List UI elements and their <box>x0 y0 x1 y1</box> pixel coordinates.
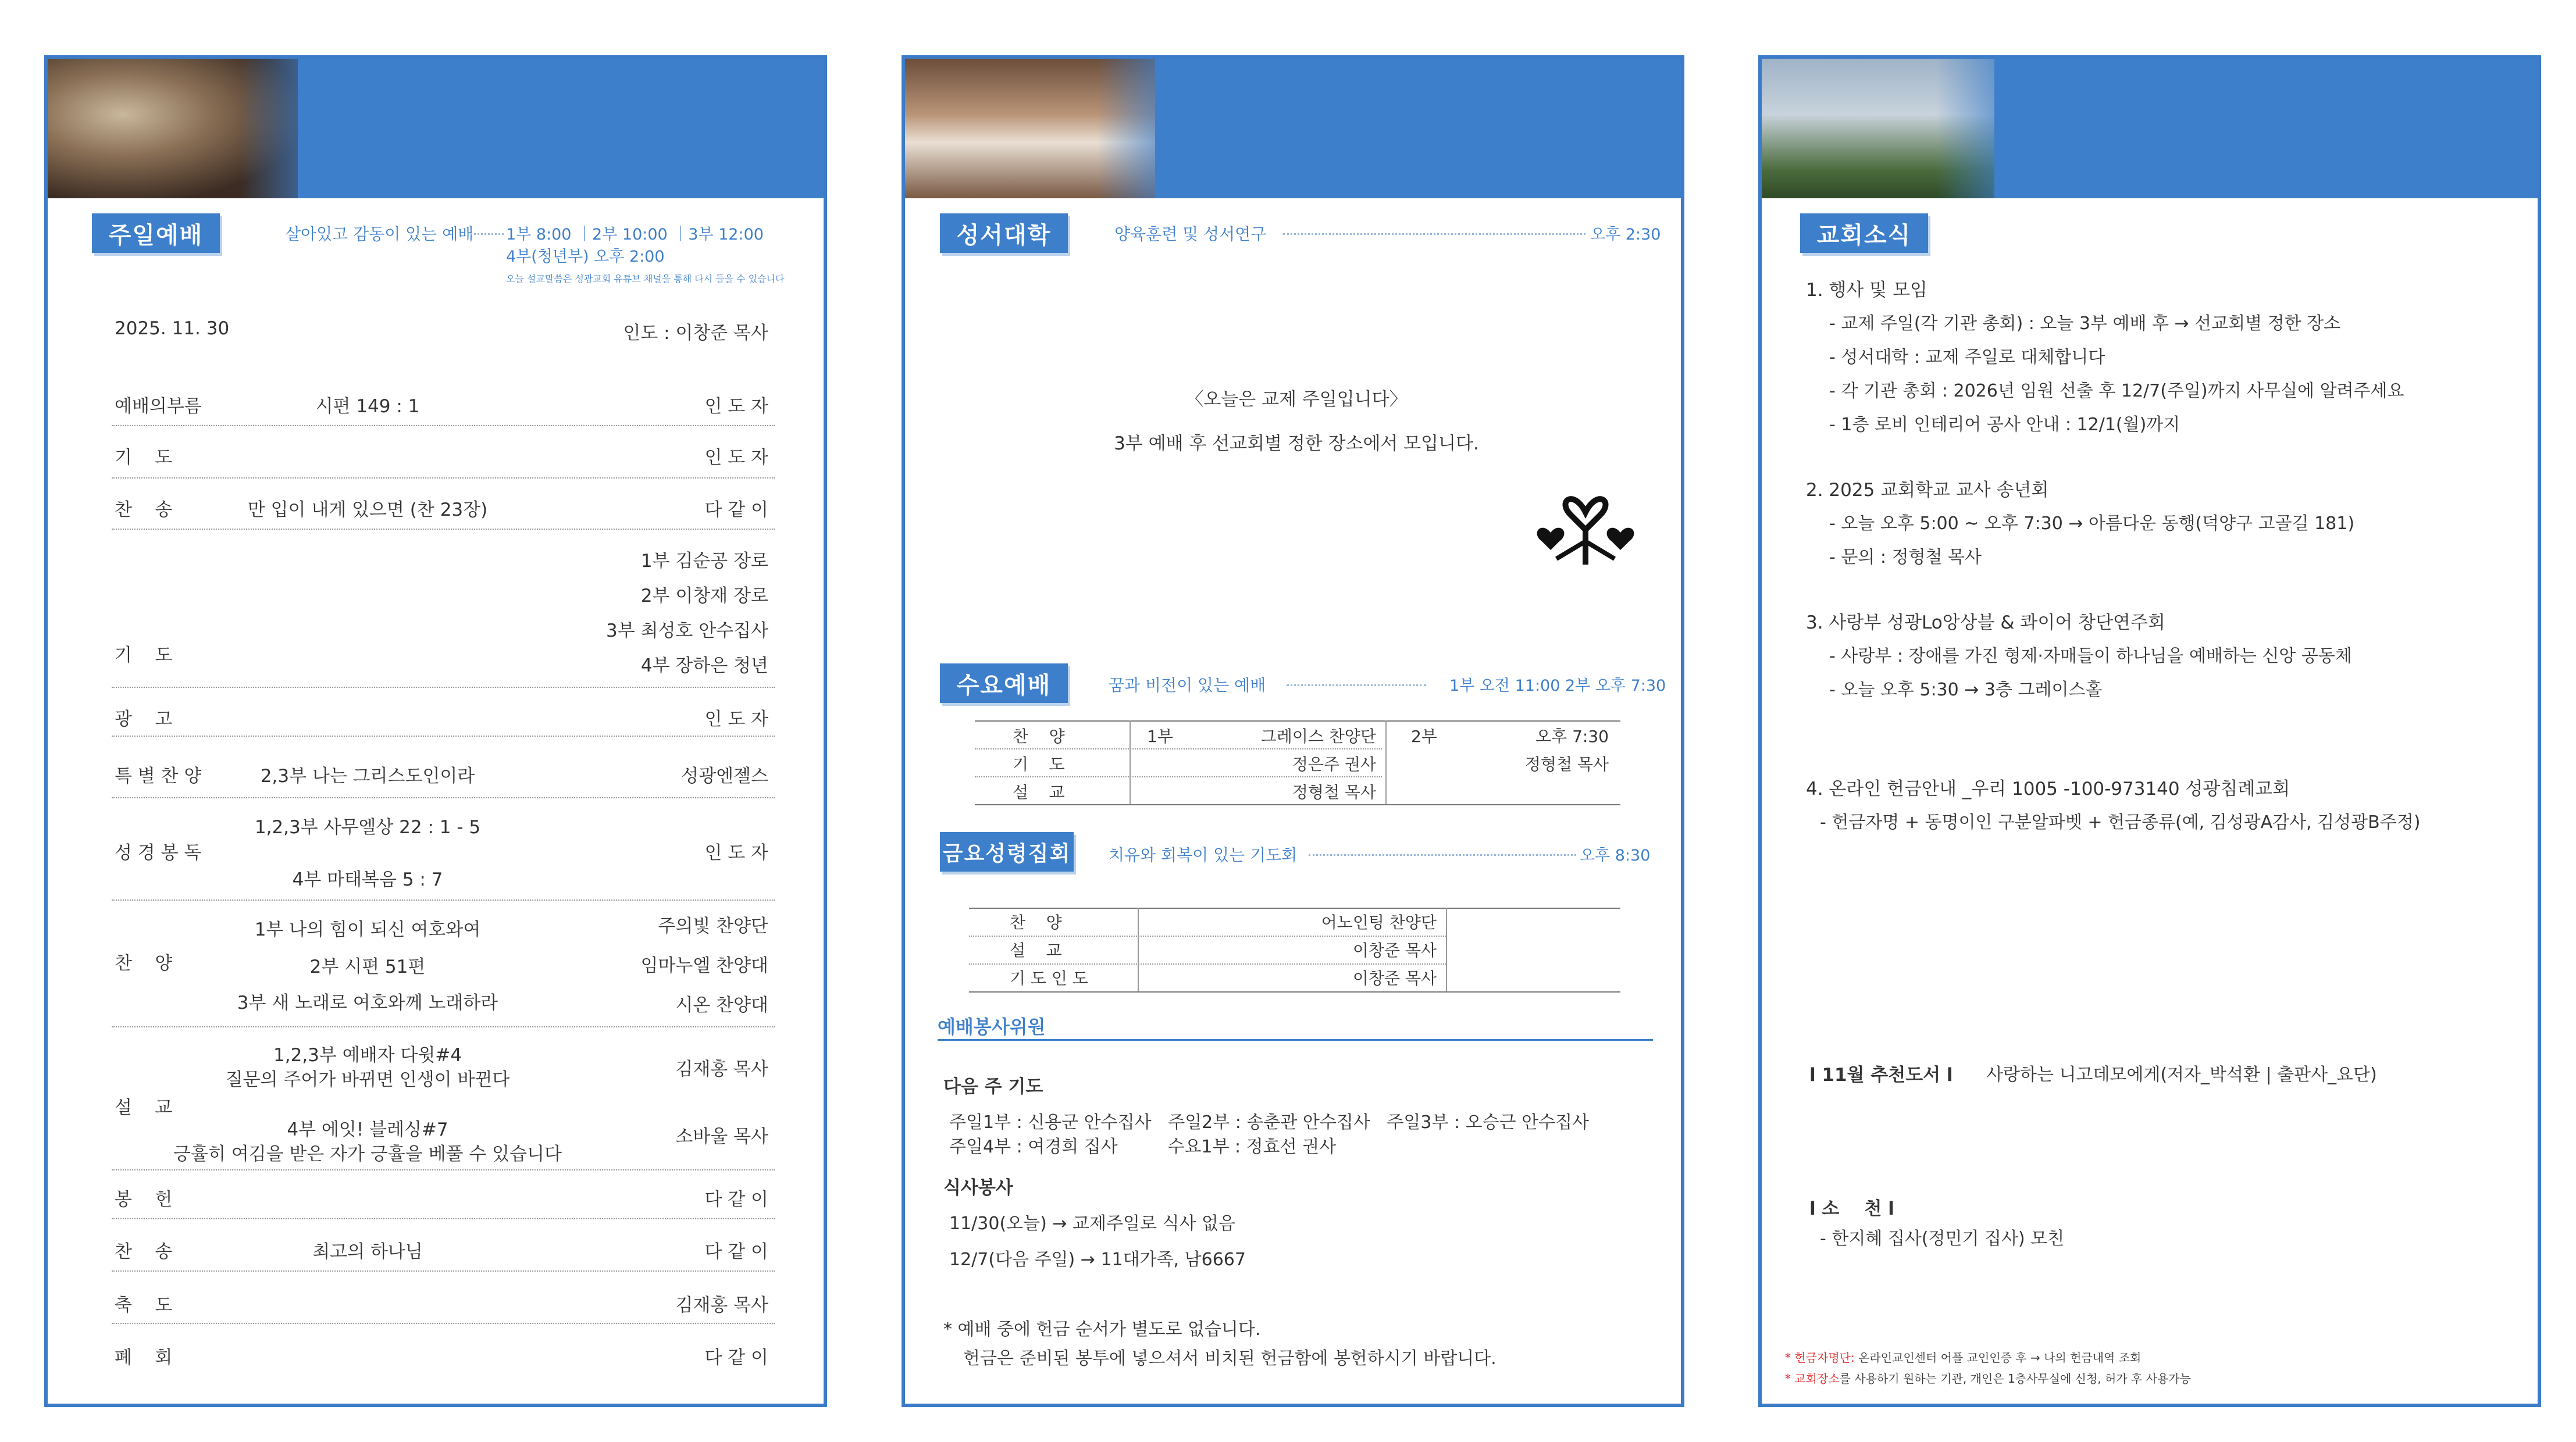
offering-note-2: 헌금은 준비된 봉투에 넣으셔서 비치된 헌금함에 봉헌하시기 바랍니다. <box>963 1348 1497 1369</box>
news-1-line: - 각 기관 총회 : 2026년 임원 선출 후 12/7(주일)까지 사무실에 알려주세요 <box>1829 381 2404 401</box>
footnote-offering: * 헌금자명단: 온라인교인센터 어플 교인인증 후 → 나의 헌금내역 조회 <box>1785 1351 2142 1365</box>
row-label: 광 고 <box>115 709 173 730</box>
row-right: 성광엔젤스 <box>681 766 768 787</box>
notice-text: 3부 예배 후 선교회별 정한 장소에서 모입니다. <box>1114 433 1479 454</box>
committee-title: 예배봉사위원 <box>938 1016 1046 1038</box>
wed-part2: 2부 <box>1411 727 1437 746</box>
prayer-1: 1부 김순공 장로 <box>640 551 768 572</box>
sermon-1-subtitle: 질문의 주어가 바뀌면 인생이 바뀐다 <box>225 1069 510 1090</box>
panel-sunday-worship <box>44 55 827 1407</box>
news-1-line: - 성서대학 : 교제 주일로 대체합니다 <box>1829 347 2105 367</box>
row-label: 예배의부름 <box>115 396 202 417</box>
meal-line2: 12/7(다음 주일) → 11대가족, 남6667 <box>949 1250 1246 1270</box>
section-title: 교회소식 <box>1800 213 1928 253</box>
wed-value: 정은주 권사 <box>1292 755 1376 774</box>
row-label: 찬 송 <box>115 499 173 520</box>
section-title: 성서대학 <box>940 213 1068 253</box>
fri-value: 이창준 목사 <box>1352 969 1437 988</box>
news-1-line: - 교제 주일(각 기관 총회) : 오늘 3부 예배 후 → 선교회별 정한 장소 <box>1829 313 2341 334</box>
praise-3: 3부 새 노래로 여호와께 노래하라 <box>237 993 498 1013</box>
wed-title: 수요예배 <box>940 663 1068 703</box>
section-subtitle: 양육훈련 및 성서연구 <box>1114 224 1267 244</box>
row-center: 1,2,3부 사무엘상 22 : 1 - 5 <box>254 817 481 838</box>
sermon-1-preacher: 김재홍 목사 <box>675 1059 768 1080</box>
row-center: 시편 149 : 1 <box>315 396 420 417</box>
news-4-head: 4. 온라인 헌금안내 _우리 1005 -100-973140 성광침례교회 <box>1806 779 2290 799</box>
times-line1: 1부 8:00 ｜2부 10:00 ｜3부 12:00 <box>506 226 764 244</box>
choir-3: 시온 찬양대 <box>675 995 768 1016</box>
news-3-line: - 오늘 오후 5:30 → 3층 그레이스홀 <box>1829 680 2103 700</box>
news-2-head: 2. 2025 교회학교 교사 송년회 <box>1806 480 2049 501</box>
row-right: 김재홍 목사 <box>675 1295 768 1316</box>
row-label: 축 도 <box>115 1295 173 1316</box>
wed-label: 찬 양 <box>1013 727 1065 746</box>
praise-2: 2부 시편 51편 <box>309 956 426 977</box>
next-prayer-title: 다음 주 기도 <box>943 1076 1043 1097</box>
wed-label: 설 교 <box>1013 783 1065 802</box>
wed-value: 정형철 목사 <box>1292 783 1376 802</box>
row-label: 설 교 <box>115 1097 173 1118</box>
news-3-line: - 사랑부 : 장애를 가진 형제·자매들이 하나님을 예배하는 신앙 공동체 <box>1829 646 2352 666</box>
wed-value2: 정형철 목사 <box>1524 755 1609 774</box>
news-2-line: - 문의 : 정형철 목사 <box>1829 547 1982 567</box>
fri-value: 어노인팅 찬양단 <box>1321 913 1437 932</box>
row-label: 특 별 찬 양 <box>115 766 202 787</box>
wed-subtitle: 꿈과 비전이 있는 예배 <box>1109 676 1266 695</box>
row-right: 인 도 자 <box>704 843 768 863</box>
meal-line1: 11/30(오늘) → 교제주일로 식사 없음 <box>949 1213 1235 1234</box>
row-right: 다 같 이 <box>704 1241 768 1262</box>
news-3-head: 3. 사랑부 성광Lo앙상블 & 콰이어 창단연주회 <box>1806 612 2165 633</box>
next-prayer-line2: 주일4부 : 여경희 집사 수요1부 : 정효선 권사 <box>949 1137 1337 1157</box>
prayer-2: 2부 이창재 장로 <box>640 586 768 606</box>
row-center: 만 입이 내게 있으면 (찬 23장) <box>247 499 488 520</box>
leader: 인도 : 이창준 목사 <box>623 323 768 344</box>
bible-time: 오후 2:30 <box>1590 226 1661 244</box>
section-subtitle: 살아있고 감동이 있는 예배 <box>285 224 474 244</box>
sermon-2-subtitle: 긍휼히 여김을 받은 자가 긍휼을 베풀 수 있습니다 <box>173 1144 562 1165</box>
fri-subtitle: 치유와 회복이 있는 기도회 <box>1109 845 1298 865</box>
row-right: 인 도 자 <box>704 447 768 468</box>
wed-value2: 오후 7:30 <box>1535 727 1609 746</box>
condolence-label: l 소 천 l <box>1809 1198 1894 1219</box>
prayer-4: 4부 장하은 청년 <box>640 655 768 676</box>
sermon-2-preacher: 소바울 목사 <box>675 1126 768 1147</box>
meal-title: 식사봉사 <box>943 1177 1013 1198</box>
footnote-place: * 교회장소를 사용하기 원하는 기관, 개인은 1층사무실에 신청, 허가 후 사용가능 <box>1785 1372 2191 1386</box>
choir-2: 임마누엘 찬양대 <box>640 955 768 976</box>
row-center: 최고의 하나님 <box>312 1241 423 1262</box>
praise-1: 1부 나의 힘이 되신 여호와여 <box>254 919 481 940</box>
row-right: 다 같 이 <box>704 1347 768 1368</box>
row-right: 인 도 자 <box>704 709 768 730</box>
panel-bible-college <box>902 55 1684 1407</box>
news-1-line: - 1층 로비 인테리어 공사 안내 : 12/1(월)까지 <box>1829 415 2180 435</box>
row-center: 2,3부 나는 그리스도인이라 <box>260 766 475 787</box>
book-text: 사랑하는 니고데모에게(저자_박석환 | 출판사_요단) <box>1986 1065 2377 1085</box>
row-label: 찬 송 <box>115 1241 173 1262</box>
section-title: 주일예배 <box>92 213 220 253</box>
fri-label: 기 도 인 도 <box>1010 969 1088 988</box>
row-label: 기 도 <box>115 645 173 666</box>
row-label: 기 도 <box>115 447 173 468</box>
row-label: 폐 회 <box>115 1347 173 1368</box>
date: 2025. 11. 30 <box>115 318 230 339</box>
news-2-line: - 오늘 오후 5:00 ~ 오후 7:30 → 아름다운 동행(덕양구 고골길 181) <box>1829 513 2355 534</box>
row-right: 다 같 이 <box>704 499 768 520</box>
panel-church-news <box>1758 55 2541 1407</box>
row-label: 찬 양 <box>115 953 173 974</box>
heart-flower-icon <box>1527 477 1644 570</box>
fri-label: 찬 양 <box>1010 913 1062 932</box>
wed-label: 기 도 <box>1013 755 1065 774</box>
fri-label: 설 교 <box>1010 941 1062 960</box>
news-4-line: - 헌금자명 + 동명이인 구분알파벳 + 헌금종류(예, 김성광A감사, 김성광B주정) <box>1820 812 2421 833</box>
book-label: l 11월 추천도서 l <box>1809 1065 1953 1086</box>
fri-time: 오후 8:30 <box>1580 847 1651 865</box>
row-label: 봉 헌 <box>115 1189 173 1210</box>
wed-part: 1부 <box>1147 727 1173 746</box>
wed-value: 그레이스 찬양단 <box>1260 727 1376 746</box>
fri-value: 이창준 목사 <box>1352 941 1437 960</box>
wed-time: 1부 오전 11:00 2부 오후 7:30 <box>1449 677 1666 695</box>
choir-1: 주의빛 찬양단 <box>658 916 768 937</box>
notice-title: 〈오늘은 교제 주일입니다〉 <box>1185 389 1408 410</box>
next-prayer-line1: 주일1부 : 신용군 안수집사 주일2부 : 송춘관 안수집사 주일3부 : 오승근 안수집사 <box>949 1112 1590 1133</box>
row-right: 인 도 자 <box>704 396 768 417</box>
row-center: 4부 마태복음 5 : 7 <box>292 869 443 890</box>
times-line2: 4부(청년부) 오후 2:00 <box>506 248 665 266</box>
youtube-note: 오늘 설교말씀은 성광교회 유튜브 채널을 통해 다시 들을 수 있습니다 <box>506 273 785 284</box>
fri-title: 금요성령집회 <box>940 832 1074 872</box>
news-1-head: 1. 행사 및 모임 <box>1806 280 1927 301</box>
row-label: 성 경 봉 독 <box>115 843 202 863</box>
sermon-1-title: 1,2,3부 예배자 다윗#4 <box>273 1045 462 1066</box>
condolence-text: - 한지혜 집사(정민기 집사) 모친 <box>1820 1229 2065 1249</box>
row-right: 다 같 이 <box>704 1189 768 1210</box>
sermon-2-title: 4부 에잇! 블레싱#7 <box>287 1119 448 1140</box>
offering-note: * 예배 중에 헌금 순서가 별도로 없습니다. <box>943 1319 1261 1340</box>
prayer-3: 3부 최성호 안수집사 <box>606 620 768 641</box>
